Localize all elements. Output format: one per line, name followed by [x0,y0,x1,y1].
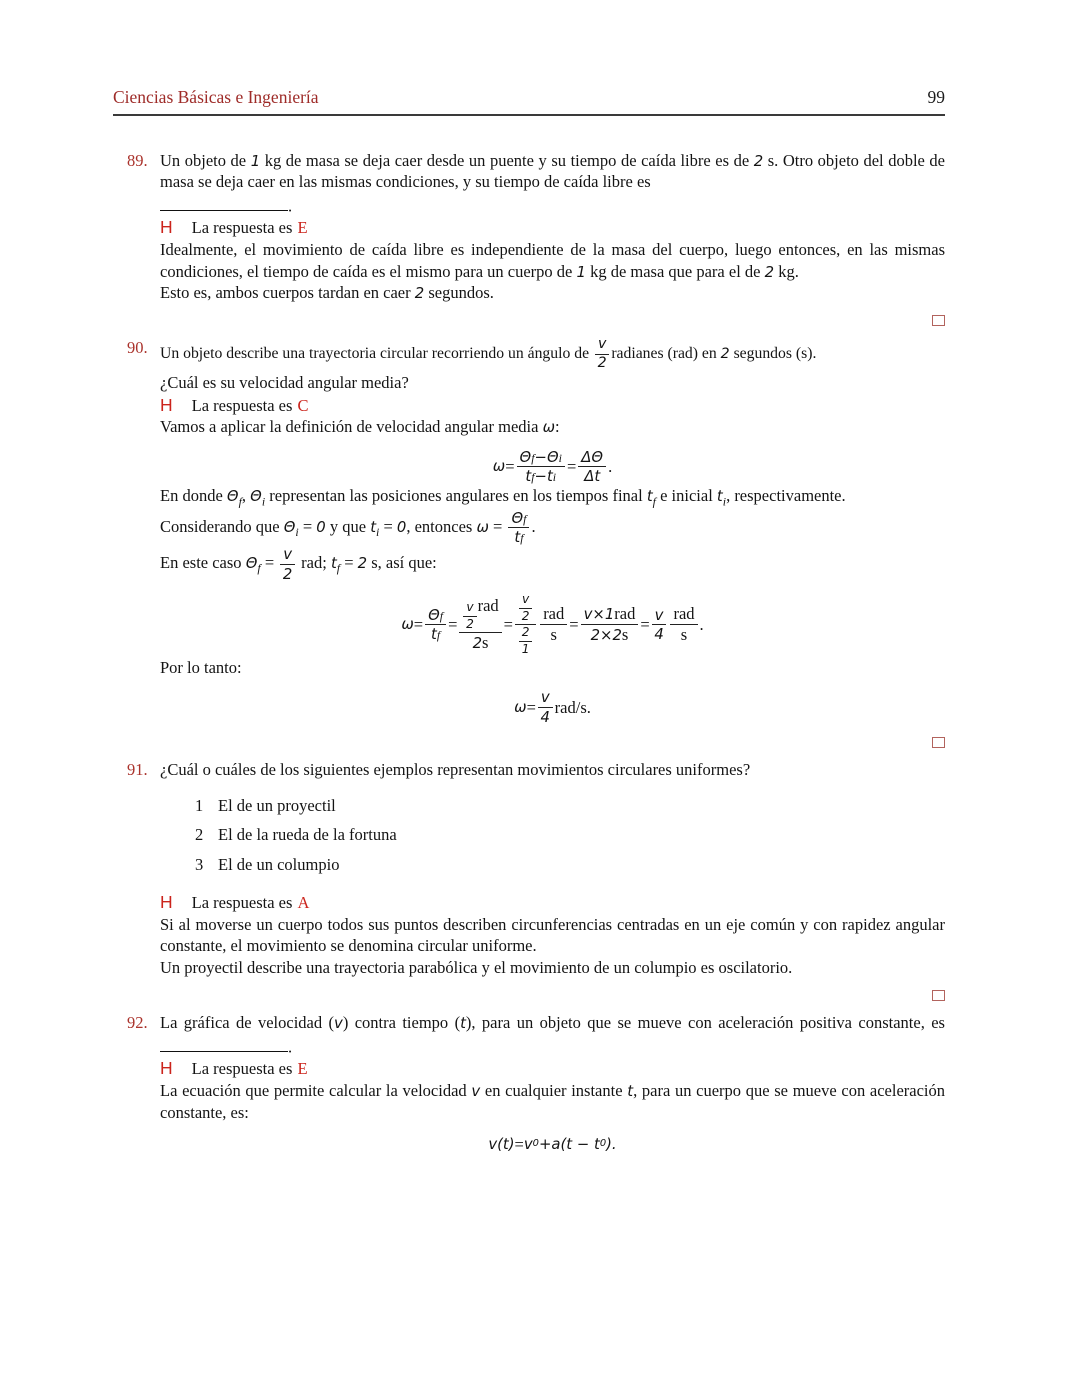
text-run: × [592,604,605,623]
text-run: = [505,457,515,477]
text-run: radianes (rad) en [611,345,721,363]
text-run: ) contra tiempo ( [342,1013,461,1033]
answer-marker-icon: H [160,394,173,415]
solution-paragraph [160,485,945,510]
question-90-row [113,337,945,725]
text-run: ω [476,517,489,536]
text-run: 0 [396,517,407,536]
text-run: f [439,608,444,623]
text-run: rad [673,603,695,623]
text-run: 4 [654,625,664,644]
text-run: Θ [546,447,559,466]
solution-paragraph: Por lo tanto: [160,657,242,677]
text-run: t [525,467,532,486]
fraction [459,597,501,653]
text-run: La ecuación que permite calcular la velocidad [160,1081,472,1101]
solution-paragraph [160,239,945,282]
list-item-label: El de un columpio [218,854,340,874]
text-run: + [538,1135,552,1154]
text-run: . [288,1036,293,1056]
fraction [652,607,667,643]
header-title: Ciencias Básicas e Ingeniería [113,87,319,107]
text-run: i [722,494,727,509]
fraction [670,605,697,645]
answer-line [160,394,945,417]
text-run: 2 [357,553,368,572]
text-run: = [298,516,317,536]
text-run: t [546,467,553,486]
text-run: f [436,628,441,643]
answer-line [160,1057,945,1080]
text-run: En este caso [160,552,246,572]
end-of-solution [113,990,945,1002]
text-run: = [569,615,579,635]
question-number: 92. [127,1013,148,1033]
fraction [538,689,553,725]
question-body [160,150,945,304]
question-89-row [113,150,945,304]
text-run: rad [614,603,636,623]
text-run: 2 [521,625,530,640]
text-run: Θ [245,553,258,572]
text-run: v [334,1014,343,1033]
text-run: f [531,470,535,485]
text-run: f [238,494,242,509]
text-run: i [558,450,562,465]
formula-velocity-equation [160,1134,945,1155]
text-run: s [621,625,629,645]
solution-paragraph [160,282,945,303]
solution-paragraph [160,416,945,437]
text-run: en cualquier instante [480,1081,628,1101]
text-run: rad [543,603,565,623]
answer-line [160,216,945,239]
list-item-number: 2 [195,825,204,845]
text-run: ), para un objeto que se mueve con aceleración positiva constante, es [465,1013,945,1033]
fraction [519,626,533,656]
question-text-2: ¿Cuál es su velocidad angular media? [160,373,409,393]
question-body [160,337,945,725]
text-run: v [523,1135,533,1154]
text-run: − [534,447,547,466]
text-run: f [520,531,524,546]
question-body [160,1012,945,1155]
text-run: (t − t [560,1135,600,1154]
text-run: v [654,605,664,624]
page-number: 99 [927,87,945,107]
text-run: . [699,615,704,635]
blank-underline [160,193,288,211]
text-run: a [551,1135,561,1154]
answer-letter: E [297,1059,308,1079]
answer-marker-icon: H [160,217,173,238]
text-run: segundos (s). [729,345,817,363]
text-run: La gráfica de velocidad ( [160,1013,335,1033]
text-run: f [652,494,656,509]
answer-marker-icon: H [160,892,173,913]
fraction [515,593,536,657]
text-run: : [555,417,560,437]
text-run: t [627,1082,634,1101]
page-header [113,86,945,116]
end-of-solution [113,737,945,749]
fraction [581,605,639,645]
text-run: Un objeto describe una trayectoria circular recorriendo un ángulo de [160,345,593,363]
text-run: 2 [590,626,601,645]
text-run: = [413,615,424,635]
text-run: Θ [511,508,524,527]
text-run: = [379,516,397,536]
text-run: , para un cuerpo que se mueve con aceleración constante, es: [160,1081,946,1122]
text-run: 4 [540,707,550,726]
text-run: 1 [604,604,615,623]
text-run: ). [606,1135,617,1154]
question-number: 90. [127,338,148,358]
fraction [519,593,532,623]
text-run: 2 [466,616,474,631]
solution-paragraph [160,1080,945,1123]
end-of-solution-icon [932,315,945,326]
text-run: = [514,1134,524,1154]
end-of-solution-icon [932,990,945,1001]
list-item-label: El de un proyectil [218,795,336,815]
text-run: 2 [753,151,764,170]
solution-paragraph: Un proyectil describe una trayectoria parabólica y el movimiento de un columpio es oscilatorio. [160,957,793,977]
text-run: 1 [576,262,586,281]
solution-paragraph: Si al moverse un cuerpo todos sus puntos describen circunferencias centradas en un eje común y con rapidez angular constante, el movimiento se denomina circular uniforme. [160,914,945,956]
text-run: v [521,592,530,607]
text-run: v [471,1082,481,1101]
text-run: 1 [250,151,261,170]
text-run: s. Otro objeto del doble de masa se deja caer en las mismas condiciones, y su tiempo de caída libre es [160,150,946,192]
text-run: 0 [316,517,326,536]
text-run: representan las posiciones angulares en los tiempos final [265,485,647,505]
text-run: = [503,615,513,635]
question-number: 89. [127,150,148,170]
text-run: kg de masa que para el de [585,261,765,281]
text-run: Considerando que [160,516,284,536]
fraction [595,337,609,372]
text-run: f [523,511,527,526]
question-90 [113,337,945,749]
fraction [540,605,567,645]
fraction [280,546,295,582]
text-run: kg de masa se deja caer desde un puente y su tiempo de caída libre es de [260,150,754,170]
question-89 [113,150,945,328]
text-run: En donde [160,485,227,505]
end-of-solution [113,315,945,327]
text-run: t [431,625,437,644]
text-run: = [260,552,279,572]
text-run: i [295,524,299,539]
question-92-row [113,1012,945,1155]
answer-label: La respuesta es [191,1059,293,1079]
text-run: 2 [414,284,425,302]
text-run: Θ [226,486,239,505]
text-run: Un objeto de [160,150,251,170]
text-run: 0 [599,1138,607,1150]
fraction [517,449,565,485]
answer-marker-icon: H [160,1058,173,1079]
text-run: f [336,561,341,576]
answer-letter: A [297,893,310,913]
text-run: t [716,486,723,505]
question-number: 91. [127,760,148,780]
question-92 [113,1012,945,1155]
text-run: e inicial [655,485,717,505]
text-run: × [600,626,613,645]
answer-letter: E [297,218,308,238]
text-run: v [540,688,550,707]
text-run: = [640,615,650,635]
list-item [195,795,945,816]
text-run: , [241,485,251,505]
text-run: f [531,450,535,465]
blank-underline [160,1034,288,1052]
list-item [195,854,945,875]
text-run: i [376,524,380,539]
text-run: rad; [297,552,331,572]
solution-paragraph [160,546,945,582]
text-run: Vamos a aplicar la definición de velocidad angular media [160,417,543,437]
text-run: = [340,552,358,572]
text-run: 2 [597,355,607,372]
text-run: ω [514,697,527,716]
text-run: 2 [612,626,622,645]
text-run: Θ [519,447,532,466]
answer-label: La respuesta es [191,218,293,238]
text-run: s [550,625,557,645]
question-text [160,150,945,193]
list-item-label: El de la rueda de la fortuna [218,825,397,845]
text-run: rad/s. [554,697,591,717]
text-run: , respectivamente. [726,485,846,505]
text-run: 2 [282,564,293,583]
blank-answer-line [160,193,945,217]
text-run: , entonces [406,516,477,536]
text-run: t [646,486,653,505]
options-list [195,795,945,875]
text-run: 1 [521,642,530,657]
text-run: v(t) [488,1135,515,1154]
text-run: ω [542,418,555,437]
text-run: ω [401,615,414,634]
text-run: t [370,517,377,536]
text-run: t [460,1014,466,1033]
answer-line [160,891,945,914]
text-run: . [288,195,293,215]
text-run: ΔΘ [581,447,604,466]
text-run: 2 [472,634,483,653]
fraction [578,449,606,485]
fraction [425,607,446,643]
text-run: = [526,697,536,717]
fraction [463,601,476,631]
question-text [160,337,945,372]
text-run: v [283,544,293,563]
formula-angular-velocity-definition [160,449,945,485]
question-body [160,759,945,978]
text-run: Esto es, ambos cuerpos tardan en caer [160,283,415,302]
text-run: = [448,615,458,635]
text-run: v [597,336,607,353]
text-run: 2 [720,346,730,363]
text-run: f [257,561,261,576]
end-of-solution-icon [932,737,945,748]
text-run: i [552,470,557,485]
question-text: ¿Cuál o cuáles de los siguientes ejemplos representan movimientos circulares uniformes? [160,760,751,780]
list-item [195,824,945,845]
text-run: kg. [774,261,799,281]
text-run: v [466,600,474,615]
list-item-number: 1 [195,795,204,815]
text-run: 0 [532,1138,539,1150]
text-run: segundos. [424,283,494,302]
answer-label: La respuesta es [191,893,293,913]
text-run: Θ [283,517,296,536]
text-run: y que [325,516,371,536]
answer-label: La respuesta es [191,395,293,415]
question-91 [113,759,945,1002]
list-item-number: 3 [195,854,204,874]
text-run: s [680,625,688,645]
text-run: v [583,604,593,623]
text-run: = [566,457,577,477]
text-run: Θ [428,605,440,624]
text-run: Idealmente, el movimiento de caída libre es independiente de la masa del cuerpo, luego entonces, en las mismas condiciones, el tiempo de caída es el mismo para un cuerpo de [160,240,945,281]
text-run: i [261,494,266,509]
question-text [160,1012,945,1057]
text-run: t [330,553,337,572]
text-run: rad [477,596,499,616]
text-run: t [514,528,521,547]
text-run: ω [492,457,506,476]
formula-derivation [160,593,945,657]
text-run: 2 [521,608,530,623]
answer-letter: C [297,395,309,415]
text-run: 2 [764,262,775,281]
text-run: . [608,457,613,477]
text-run: Θ [250,486,262,505]
text-run: . [531,516,536,536]
text-run: = [488,516,507,536]
question-91-row [113,759,945,978]
formula-result [160,689,945,725]
text-run: s [482,633,489,653]
text-run: s, así que: [367,552,437,572]
text-run: − [534,467,547,486]
solution-paragraph [160,510,945,546]
text-run: Δt [584,467,601,486]
fraction [508,510,529,546]
